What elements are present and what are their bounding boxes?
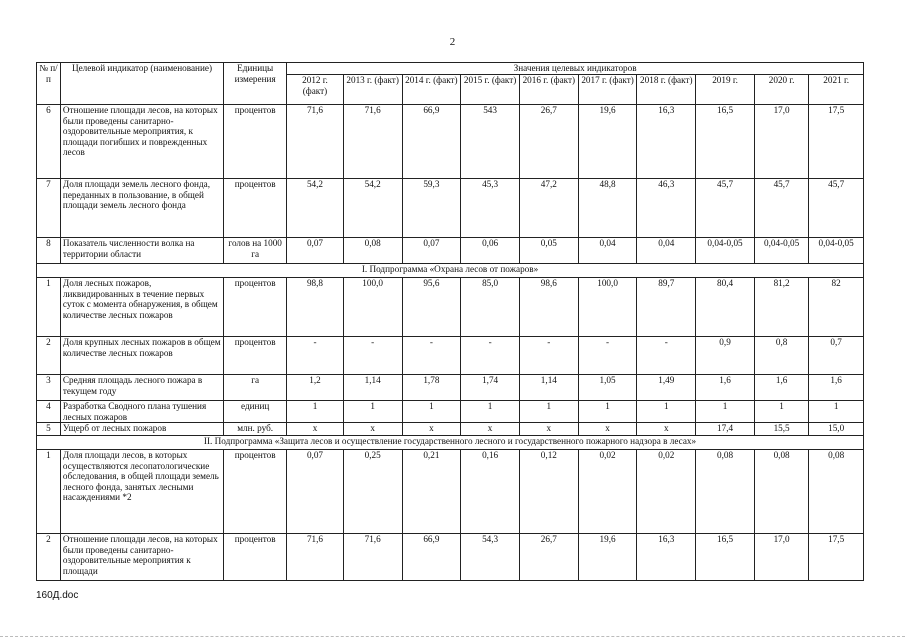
indicator-value: 1	[578, 401, 637, 423]
indicator-value: 26,7	[519, 534, 578, 581]
header-unit: Единицы измерения	[224, 63, 287, 105]
indicator-value: 54,2	[343, 179, 402, 238]
indicator-value: х	[343, 423, 402, 436]
row-number: 8	[37, 238, 61, 264]
indicator-value: -	[519, 337, 578, 375]
page-number: 2	[449, 36, 456, 48]
header-num: № п/п	[37, 63, 61, 105]
table-row	[37, 179, 864, 238]
indicator-value: х	[519, 423, 578, 436]
indicator-value: 1	[754, 401, 808, 423]
indicator-value: 17,5	[809, 105, 864, 179]
indicator-value: 45,7	[696, 179, 755, 238]
section-row	[37, 264, 864, 278]
indicator-value: -	[637, 337, 696, 375]
indicator-value: 0,07	[402, 238, 461, 264]
indicator-value: 0,02	[578, 450, 637, 534]
indicator-value: 54,3	[461, 534, 520, 581]
row-number: 4	[37, 401, 61, 423]
indicator-value: 17,4	[696, 423, 755, 436]
indicator-value: 0,02	[637, 450, 696, 534]
indicator-value: 0,25	[343, 450, 402, 534]
unit-of-measure: млн. руб.	[224, 423, 287, 436]
indicator-value: 1,14	[343, 375, 402, 401]
indicator-value: 80,4	[696, 278, 755, 337]
indicator-value: 0,04-0,05	[809, 238, 864, 264]
indicator-value: 100,0	[578, 278, 637, 337]
indicator-value: 1	[696, 401, 755, 423]
indicator-name: Ущерб от лесных пожаров	[60, 423, 223, 436]
indicator-value: -	[287, 337, 344, 375]
indicator-value: 0,04-0,05	[696, 238, 755, 264]
table-row	[37, 337, 864, 375]
table-row	[37, 375, 864, 401]
indicator-value: 66,9	[402, 534, 461, 581]
table-row	[37, 278, 864, 337]
indicator-name: Доля площади земель лесного фонда, переданных в пользование, в общей площади земель лесного фонда	[60, 179, 223, 238]
indicator-value: 1,6	[809, 375, 864, 401]
indicator-value: 98,8	[287, 278, 344, 337]
target-indicators-table	[36, 62, 864, 581]
table-row	[37, 105, 864, 179]
indicator-value: 0,16	[461, 450, 520, 534]
indicator-value: 1	[461, 401, 520, 423]
unit-of-measure: голов на 1000 га	[224, 238, 287, 264]
indicator-value: 71,6	[287, 105, 344, 179]
indicator-value: 0,07	[287, 450, 344, 534]
indicator-value: 1,6	[754, 375, 808, 401]
row-number: 5	[37, 423, 61, 436]
indicator-value: -	[343, 337, 402, 375]
row-number: 3	[37, 375, 61, 401]
indicator-value: 19,6	[578, 534, 637, 581]
header-year: 2018 г. (факт)	[637, 75, 696, 105]
indicator-value: х	[461, 423, 520, 436]
unit-of-measure: единиц	[224, 401, 287, 423]
indicator-value: 45,7	[809, 179, 864, 238]
indicator-value: 71,6	[343, 105, 402, 179]
indicator-value: 0,8	[754, 337, 808, 375]
indicator-value: 1	[402, 401, 461, 423]
indicator-value: 1,2	[287, 375, 344, 401]
indicator-value: х	[402, 423, 461, 436]
header-year: 2013 г. (факт)	[343, 75, 402, 105]
indicator-value: х	[637, 423, 696, 436]
header-year: 2017 г. (факт)	[578, 75, 637, 105]
section-title: I. Подпрограмма «Охрана лесов от пожаров»	[37, 264, 864, 278]
indicator-value: 0,04-0,05	[754, 238, 808, 264]
indicator-value: 0,12	[519, 450, 578, 534]
header-year: 2014 г. (факт)	[402, 75, 461, 105]
indicator-value: 0,7	[809, 337, 864, 375]
indicator-value: -	[461, 337, 520, 375]
indicator-value: 17,0	[754, 105, 808, 179]
header-year: 2020 г.	[754, 75, 808, 105]
table-row	[37, 423, 864, 436]
indicator-value: 1	[343, 401, 402, 423]
indicator-value: 1,78	[402, 375, 461, 401]
indicator-name: Отношение площади лесов, на которых были проведены санитарно-оздоровительные мероприятия, к площади погибших и поврежденных лесов	[60, 105, 223, 179]
row-number: 7	[37, 179, 61, 238]
section-row	[37, 436, 864, 450]
indicator-name: Отношение площади лесов, на которых были проведены санитарно-оздоровительные мероприятия к площади	[60, 534, 223, 581]
indicator-value: 45,3	[461, 179, 520, 238]
indicator-value: 45,7	[754, 179, 808, 238]
indicator-value: 16,3	[637, 534, 696, 581]
indicator-value: -	[578, 337, 637, 375]
indicator-value: 0,08	[754, 450, 808, 534]
header-values-group: Значения целевых индикаторов	[287, 63, 864, 75]
indicator-name: Доля крупных лесных пожаров в общем количестве лесных пожаров	[60, 337, 223, 375]
header-year: 2016 г. (факт)	[519, 75, 578, 105]
unit-of-measure: процентов	[224, 337, 287, 375]
indicator-value: 0,21	[402, 450, 461, 534]
indicator-value: 15,5	[754, 423, 808, 436]
row-number: 6	[37, 105, 61, 179]
indicator-value: 48,8	[578, 179, 637, 238]
indicator-value: х	[287, 423, 344, 436]
indicator-value: 0,07	[287, 238, 344, 264]
indicator-value: 81,2	[754, 278, 808, 337]
indicator-name: Средняя площадь лесного пожара в текущем году	[60, 375, 223, 401]
indicator-value: 1	[809, 401, 864, 423]
indicator-value: 0,06	[461, 238, 520, 264]
indicator-value: 0,04	[637, 238, 696, 264]
row-number: 2	[37, 534, 61, 581]
indicator-value: 0,08	[343, 238, 402, 264]
indicator-value: -	[402, 337, 461, 375]
indicator-value: 1	[637, 401, 696, 423]
indicator-value: 15,0	[809, 423, 864, 436]
indicator-value: 1	[519, 401, 578, 423]
row-number: 1	[37, 450, 61, 534]
indicator-value: 1,6	[696, 375, 755, 401]
indicator-value: 0,08	[696, 450, 755, 534]
unit-of-measure: процентов	[224, 278, 287, 337]
indicator-name: Доля лесных пожаров, ликвидированных в течение первых суток с момента обнаружения, в общем количестве лесных пожаров	[60, 278, 223, 337]
indicator-value: 46,3	[637, 179, 696, 238]
indicator-name: Показатель численности волка на территории области	[60, 238, 223, 264]
header-year: 2015 г. (факт)	[461, 75, 520, 105]
indicator-value: 17,5	[809, 534, 864, 581]
indicator-value: 54,2	[287, 179, 344, 238]
indicator-value: 16,3	[637, 105, 696, 179]
indicator-value: 59,3	[402, 179, 461, 238]
indicator-value: 1,05	[578, 375, 637, 401]
unit-of-measure: процентов	[224, 179, 287, 238]
unit-of-measure: процентов	[224, 450, 287, 534]
indicator-value: 0,9	[696, 337, 755, 375]
indicator-value: 66,9	[402, 105, 461, 179]
indicator-value: 71,6	[287, 534, 344, 581]
indicator-value: 47,2	[519, 179, 578, 238]
indicator-value: 1,14	[519, 375, 578, 401]
indicator-value: 85,0	[461, 278, 520, 337]
indicator-value: 100,0	[343, 278, 402, 337]
table-row	[37, 238, 864, 264]
indicator-value: 19,6	[578, 105, 637, 179]
indicator-value: 17,0	[754, 534, 808, 581]
indicator-value: 0,04	[578, 238, 637, 264]
indicator-value: 16,5	[696, 105, 755, 179]
row-number: 2	[37, 337, 61, 375]
unit-of-measure: процентов	[224, 534, 287, 581]
header-year: 2019 г.	[696, 75, 755, 105]
header-indicator: Целевой индикатор (наименование)	[60, 63, 223, 105]
table-row	[37, 401, 864, 423]
section-title: II. Подпрограмма «Защита лесов и осуществление государственного лесного и государственного пожарного надзора в лесах»	[37, 436, 864, 450]
indicator-value: 0,08	[809, 450, 864, 534]
indicator-value: 1,49	[637, 375, 696, 401]
indicator-value: 82	[809, 278, 864, 337]
indicator-value: 95,6	[402, 278, 461, 337]
indicator-value: 16,5	[696, 534, 755, 581]
indicator-value: 543	[461, 105, 520, 179]
indicator-value: 98,6	[519, 278, 578, 337]
unit-of-measure: процентов	[224, 105, 287, 179]
table-row	[37, 534, 864, 581]
indicator-name: Доля площади лесов, в которых осуществляются лесопатологические обследования, в общей площади земель лесного фонда, занятых лесными насаждениями *2	[60, 450, 223, 534]
scan-edge	[0, 636, 905, 637]
unit-of-measure: га	[224, 375, 287, 401]
indicator-value: 71,6	[343, 534, 402, 581]
indicator-value: х	[578, 423, 637, 436]
table-row	[37, 450, 864, 534]
indicator-value: 26,7	[519, 105, 578, 179]
indicator-value: 89,7	[637, 278, 696, 337]
row-number: 1	[37, 278, 61, 337]
indicator-name: Разработка Сводного плана тушения лесных пожаров	[60, 401, 223, 423]
header-year: 2012 г. (факт)	[287, 75, 344, 105]
header-year: 2021 г.	[809, 75, 864, 105]
footer-filename: 160Д.doc	[36, 590, 79, 601]
indicator-value: 1,74	[461, 375, 520, 401]
indicator-value: 0,05	[519, 238, 578, 264]
indicator-value: 1	[287, 401, 344, 423]
